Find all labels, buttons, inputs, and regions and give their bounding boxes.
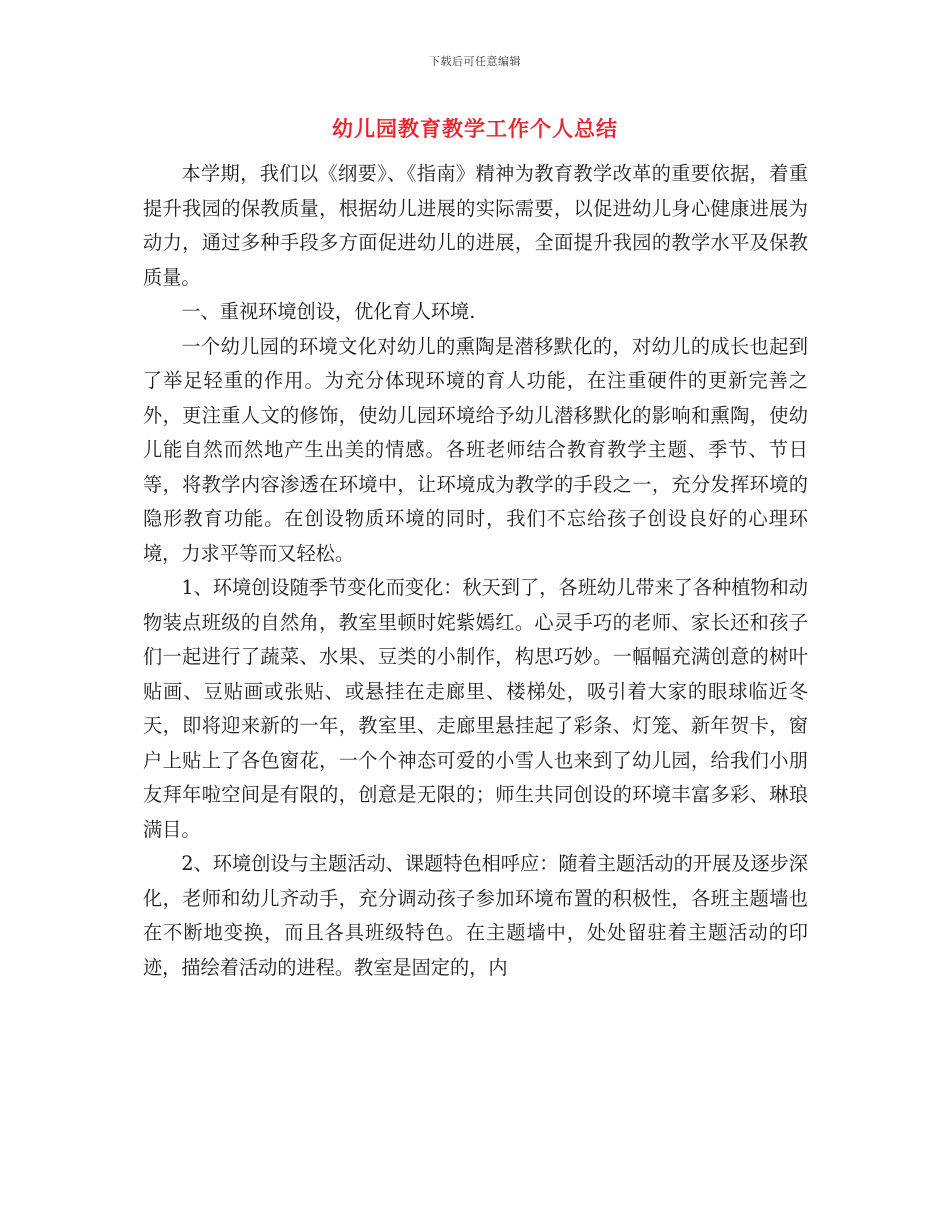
paragraph-seasonal: 1、环境创设随季节变化而变化：秋天到了，各班幼儿带来了各种植物和动物装点班级的自然角，教室里顿时姹紫嫣红。心灵手巧的老师、家长还和孩子们一起进行了蔬菜、水果、豆类的小制作，构思巧妙。一幅幅充满创意的树叶贴画、豆贴画或张贴、或悬挂在走廊里、楼梯处，吸引着大家的眼球临近冬天，即将迎来新的一年，教室里、走廊里悬挂起了彩条、灯笼、新年贺卡，窗户上贴上了各色窗花，一个个神态可爱的小雪人也来到了幼儿园，给我们小朋友拜年啦空间是有限的，创意是无限的；师生共同创设的环境丰富多彩、琳琅满目。 [143, 576, 808, 841]
header-note: 下载后可任意编辑 [429, 55, 521, 68]
paragraph-theme: 2、环境创设与主题活动、课题特色相呼应：随着主题活动的开展及逐步深化，老师和幼儿齐动手，充分调动孩子参加环境布置的积极性，各班主题墙也在不断地变换，而且各具班级特色。在主题墙中，处处留驻着主题活动的印迹，描绘着活动的进程。教室是固定的，内 [143, 852, 808, 979]
document-title: 幼儿园教育教学工作个人总结 [332, 116, 618, 141]
paragraph-environment: 一个幼儿园的环境文化对幼儿的熏陶是潜移默化的，对幼儿的成长也起到了举足轻重的作用。为充分体现环境的育人功能，在注重硬件的更新完善之外，更注重人文的修饰，使幼儿园环境给予幼儿潜移默化的影响和熏陶，使幼儿能自然而然地产生出美的情感。各班老师结合教育教学主题、季节、节日等，将教学内容渗透在环境中，让环境成为教学的手段之一，充分发挥环境的隐形教育功能。在创设物质环境的同时，我们不忘给孩子创设良好的心理环境，力求平等而又轻松。 [143, 334, 808, 565]
paragraph-intro: 本学期，我们以《纲要》、《指南》精神为教育教学改革的重要依据，着重提升我园的保教质量，根据幼儿进展的实际需要，以促进幼儿身心健康进展为动力，通过多种手段多方面促进幼儿的进展，全面提升我园的教学水平及保教质量。 [143, 162, 808, 289]
section-heading-1: 一、重视环境创设，优化育人环境. [181, 300, 476, 323]
document-body [143, 157, 808, 985]
